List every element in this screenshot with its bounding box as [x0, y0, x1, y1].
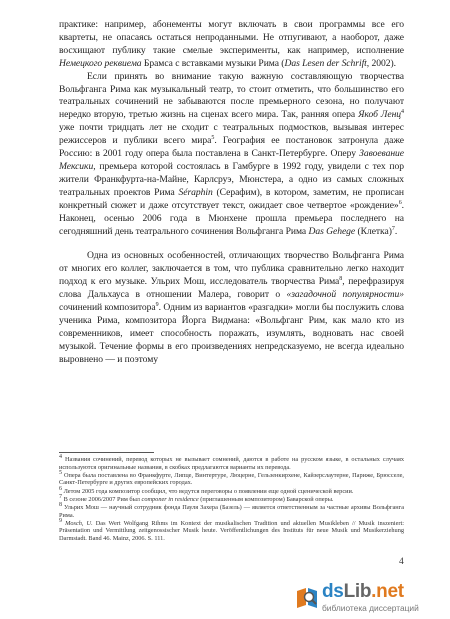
- footnote-ref-5[interactable]: 5: [211, 134, 215, 141]
- footnote-5: 5 Опера была поставлена во Франкфурте, Липце, Винтертуре, Люцерне, Гельзенкирхене, Кайзерслаутерне, Париже, Брюсселе, Санкт-Петербурге и других европейских городах.: [59, 469, 404, 487]
- dslib-watermark[interactable]: [296, 581, 446, 615]
- brand-tagline: библиотека диссертаций: [322, 603, 419, 613]
- footnote-separator: [59, 452, 154, 453]
- page-number: 4: [399, 557, 404, 567]
- book-with-magnifier-icon: [296, 586, 318, 610]
- footnote-ref-6[interactable]: 6: [398, 199, 402, 206]
- paragraph-1: практике: например, абонементы могут включать в свои программы все его квартеты, не опасаясь остаться непроданными. Не отпугивают, а наоборот, даже восхищают публику такие смелые эксперименты, как например, исполнение Немецкого реквиема Брамса с вставками музыки Рима (Das Lesen der Schrift, 2002).: [59, 19, 404, 69]
- brand-name: dsLib.net: [322, 581, 404, 602]
- paragraph-2: Если принять во внимание такую важную составляющую творчества Вольфганга Рима как музыкальный театр, то стоит отметить, что большинство его театральных сочинений не забываются после премьерного сезона, но получают нередко вторую, третью жизнь на сценах всего мира. Так, ранняя опера Якоб Ленц$^4$ уже почти тридцать лет не сходит с театральных подмостков, вызывая интерес режиссеров и публики всего мира$^5$. География ее постановок затронула даже Россию: в 2001 году опера была поставлена в Санкт-Петербурге. Оперу Завоевание Мексики, премьера которой состоялась в Гамбурге в 1992 году, увидели с тех пор жители Франкфурта-на-Майне, Карлсруэ, Мюнстера, а одно из самых сложных театральных проектов Рима Séraphin (Серафим), в котором, заметим, не прописан конкретный сюжет и даже отсутствует текст, ожидает свое четвертое «рождение»$^6$. Наконец, осенью 2006 года в Мюнхене прошла премьера последнего на сегодняшний день театрального сочинения Вольфганга Рима Das Gehege (Клетка)$^7$.: [59, 70, 404, 237]
- footnote-8: 8 Ульрих Мош — научный сотрудник фонда Пауля Захера (Базель) — является ответственным за частные архивы Вольфганга Рима.: [59, 501, 404, 519]
- footnotes: [59, 453, 404, 543]
- footnote-4: 4 Названия сочинений, перевод которых не вызывает сомнений, даются в работе на русском языке, в остальных случаях используются оригинальные названия, в скобках предлагаются варианты их перевода.: [59, 453, 404, 471]
- footnote-7: 7 В сезоне 2006/2007 Рим был componer in residence (приглашенным композитором) Баварской оперы.: [59, 493, 334, 503]
- footnote-ref-9[interactable]: 9: [155, 301, 159, 308]
- main-text: [59, 19, 404, 367]
- footnote-6: 6 Летом 2005 года композитор сообщил, что ведутся переговоры о появлении еще одной сценической версии.: [59, 485, 354, 495]
- footnote-9: 9 Mosch, U. Das Wert Wolfgang Rihms im Kontext der musikalischen Tradition und aktuellen Musikleben // Musik inszeniert: Präsentation und Vermittlung zeitgenossischer Musik heute. Veröffentlichungen des Instituts für neue Musik und Musikerziehung Darmstadt. Band 46. Mainz, 2006. S. 111.: [59, 517, 404, 542]
- footnote-ref-8[interactable]: 8: [339, 276, 343, 283]
- footnote-ref-4[interactable]: 4: [401, 109, 404, 116]
- footnote-ref-7[interactable]: 7: [391, 225, 395, 232]
- paragraph-3: Одна из основных особенностей, отличающих творчество Вольфганга Рима от многих его коллег, заключается в том, что публика сравнительно легко находит подход к его музыке. Ульрих Мош, исследователь творчества Рима$^8$, перефразируя слова Дальхауса в отношении Малера, говорит о «загадочной популярности» сочинений композитора$^9$. Одним из вариантов «разгадки» могли бы послужить слова ученика Рима, композитора Йорга Видмана: «Вольфганг Рим, как мало кто из современников, имеет способность поражать, изумлять, водновать нас своей музыкой. Течение формы в его произведениях непредсказуемо, не всегда идеально выровнено — и поэтому: [59, 250, 405, 365]
